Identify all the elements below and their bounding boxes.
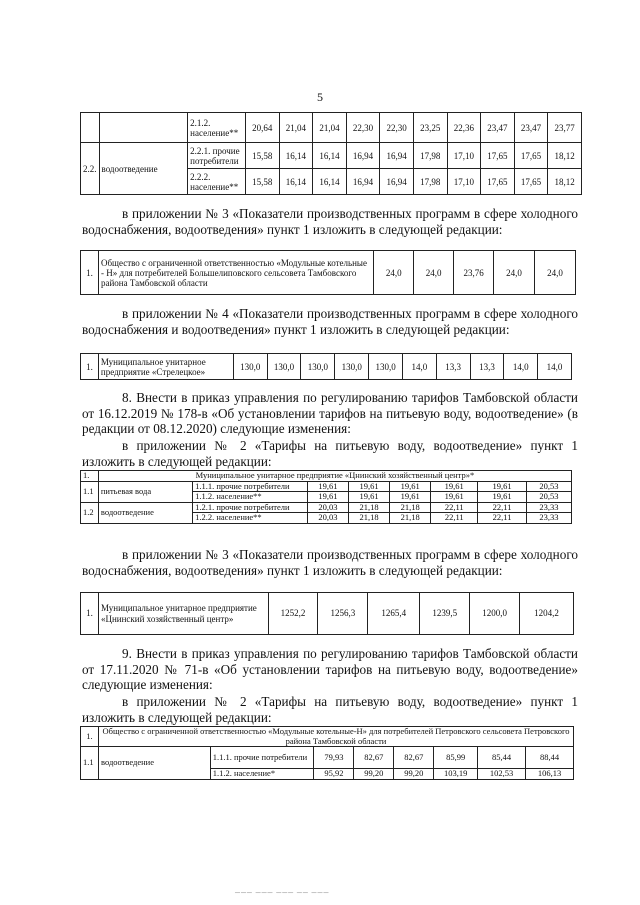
cell: 22,11 <box>478 502 527 513</box>
cell: 130,0 <box>335 354 369 380</box>
cell: 19,61 <box>390 492 431 503</box>
cell: 16,14 <box>313 143 347 169</box>
cell: 21,18 <box>390 502 431 513</box>
table-row <box>81 251 576 295</box>
cell: 1252,2 <box>268 593 318 635</box>
cell: 23,47 <box>514 113 548 143</box>
cell: 16,94 <box>380 169 414 195</box>
footer-smudge: ─── ─── ─── ── ─── <box>235 889 330 897</box>
cell: 19,61 <box>478 481 527 492</box>
cell: 16,94 <box>346 143 380 169</box>
row-number: 1.2 <box>81 502 99 523</box>
cell: 16,14 <box>279 169 313 195</box>
cell: 23,25 <box>413 113 447 143</box>
cell: 88,44 <box>526 747 574 769</box>
cell: 85,99 <box>434 747 478 769</box>
cell: 102,53 <box>478 769 526 780</box>
cell: 16,14 <box>279 143 313 169</box>
cell: 16,94 <box>346 169 380 195</box>
cell: 1265,4 <box>368 593 420 635</box>
cell: 99,20 <box>354 769 394 780</box>
cell: 17,10 <box>447 169 481 195</box>
cell: 17,98 <box>413 143 447 169</box>
cell: 19,61 <box>390 481 431 492</box>
paragraph: в приложении № 4 «Показатели производственных программ в сфере холодного водоснабжения и водоотведения» пункт 1 изложить в следующей редакции: <box>82 306 578 337</box>
row-number: 1. <box>81 593 99 635</box>
cell: 22,30 <box>346 113 380 143</box>
row-label: 1.2.1. прочие потребители <box>193 502 308 513</box>
row-number: 1. <box>81 251 99 295</box>
cell: 16,94 <box>380 143 414 169</box>
cell: 20,03 <box>307 502 348 513</box>
row-label: 1.2.2. население** <box>193 513 308 524</box>
cell: 19,61 <box>431 481 478 492</box>
table-row <box>81 113 582 143</box>
cell: 17,65 <box>514 169 548 195</box>
table-row <box>81 143 582 169</box>
row-name: водоотведение <box>99 143 188 195</box>
cell: 24,0 <box>535 251 576 295</box>
cell: 21,18 <box>349 502 390 513</box>
paragraph: 9. Внести в приказ управления по регулированию тарифов Тамбовской области от 17.11.2020 № 71-в «Об установлении тарифов на питьевую воду, водоотведение» следующие изменения: <box>82 646 578 692</box>
cell: 19,61 <box>431 492 478 503</box>
cell: 99,20 <box>394 769 434 780</box>
row-label: 2.2.1. прочие потребители <box>188 143 246 169</box>
cell: 85,44 <box>478 747 526 769</box>
cell: 14,0 <box>538 354 572 380</box>
row-label: 1.1.1. прочие потребители <box>193 481 308 492</box>
cell: 15,58 <box>245 143 279 169</box>
paragraph: в приложении № 3 «Показатели производственных программ в сфере холодного водоснабжения, водоотведения» пункт 1 изложить в следующей редакции: <box>82 547 578 578</box>
row-number: 1. <box>81 354 99 380</box>
row-label: 1.1.1. прочие потребители <box>210 747 314 769</box>
cell: 17,65 <box>481 169 515 195</box>
row-name: водоотведение <box>98 747 210 780</box>
cell: 20,64 <box>245 113 279 143</box>
cell: 13,3 <box>436 354 470 380</box>
row-number: 2.2. <box>81 143 100 195</box>
page-number: 5 <box>317 90 323 104</box>
cell: 19,61 <box>349 492 390 503</box>
cell: 24,0 <box>374 251 414 295</box>
cell: 20,53 <box>526 481 571 492</box>
cell: 1200,0 <box>470 593 520 635</box>
cell: 22,11 <box>431 513 478 524</box>
row-label: 2.2.2. население** <box>188 169 246 195</box>
cell: 23,33 <box>526 502 571 513</box>
tariff-table-modular <box>80 726 574 780</box>
table-row <box>81 727 574 747</box>
cell: 15,58 <box>245 169 279 195</box>
table-row <box>81 747 574 769</box>
cell: 21,04 <box>279 113 313 143</box>
cell: 23,47 <box>481 113 515 143</box>
cell: 21,18 <box>349 513 390 524</box>
table-row <box>81 481 572 492</box>
tariff-table-continuation <box>80 112 582 195</box>
tariff-table-cninsky <box>80 470 572 524</box>
cell: 13,3 <box>470 354 504 380</box>
cell: 22,11 <box>478 513 527 524</box>
cell: 103,19 <box>434 769 478 780</box>
cell: 130,0 <box>267 354 301 380</box>
cell: 19,61 <box>349 481 390 492</box>
paragraph: в приложении № 2 «Тарифы на питьевую воду, водоотведение» пункт 1 изложить в следующей редакции: <box>82 694 578 725</box>
cell: 23,77 <box>548 113 582 143</box>
table-heading: Муниципальное унитарное предприятие «Цнинский хозяйственный центр»* <box>98 471 571 482</box>
row-name: Муниципальное унитарное предприятие «Стрелецкое» <box>98 354 233 380</box>
cell: 18,12 <box>548 143 582 169</box>
cell: 14,0 <box>504 354 538 380</box>
cell: 22,30 <box>380 113 414 143</box>
table-row <box>81 354 572 380</box>
paragraph: в приложении № 2 «Тарифы на питьевую воду, водоотведение» пункт 1 изложить в следующей редакции: <box>82 438 578 469</box>
paragraph: 8. Внести в приказ управления по регулированию тарифов Тамбовской области от 16.12.2019 № 178-в «Об установлении тарифов на питьевую воду, водоотведение» (в редакции от 08.12.2020) следующие изменения: <box>82 390 578 436</box>
table-heading: Общество с ограниченной ответственностью «Модульные котельные-Н» для потребителей Петровского сельсовета Петровского района Тамбовской области <box>98 727 573 747</box>
row-label: 1.1.2. население* <box>210 769 314 780</box>
cell: 21,04 <box>313 113 347 143</box>
cell: 19,61 <box>307 492 348 503</box>
cell: 95,92 <box>314 769 354 780</box>
cell: 130,0 <box>301 354 335 380</box>
cell: 24,0 <box>414 251 454 295</box>
cell: 17,65 <box>481 143 515 169</box>
cell: 17,10 <box>447 143 481 169</box>
cell: 16,14 <box>313 169 347 195</box>
indicators-table-1 <box>80 250 576 295</box>
cell: 130,0 <box>369 354 403 380</box>
table-row <box>81 471 572 482</box>
cell: 82,67 <box>394 747 434 769</box>
cell: 23,76 <box>454 251 494 295</box>
cell: 23,33 <box>526 513 571 524</box>
table-row <box>81 502 572 513</box>
cell: 19,61 <box>307 481 348 492</box>
row-name: водоотведение <box>98 502 192 523</box>
row-number: 1. <box>81 727 99 747</box>
cell: 130,0 <box>233 354 267 380</box>
cell: 1204,2 <box>520 593 574 635</box>
row-number: 1.1 <box>81 747 99 780</box>
cell: 106,13 <box>526 769 574 780</box>
cell: 1239,5 <box>420 593 470 635</box>
cell: 14,0 <box>402 354 436 380</box>
cell: 19,61 <box>478 492 527 503</box>
indicators-table-3 <box>80 592 574 635</box>
cell: 22,36 <box>447 113 481 143</box>
row-name: питьевая вода <box>98 481 192 502</box>
cell: 1256,3 <box>318 593 368 635</box>
paragraph: в приложении № 3 «Показатели производственных программ в сфере холодного водоснабжения, водоотведения» пункт 1 изложить в следующей редакции: <box>82 206 578 237</box>
cell: 21,18 <box>390 513 431 524</box>
cell: 18,12 <box>548 169 582 195</box>
row-number: 1. <box>81 471 99 482</box>
row-name: Общество с ограниченной ответственностью «Модульные котельные - Н» для потребителей Большелиповского сельсовета Тамбовского района Тамбовской области <box>98 251 373 295</box>
indicators-table-2 <box>80 353 572 380</box>
cell: 20,03 <box>307 513 348 524</box>
cell: 17,65 <box>514 143 548 169</box>
cell: 82,67 <box>354 747 394 769</box>
cell: 17,98 <box>413 169 447 195</box>
cell: 24,0 <box>494 251 535 295</box>
cell: 79,93 <box>314 747 354 769</box>
cell: 22,11 <box>431 502 478 513</box>
row-name: Муниципальное унитарное предприятие «Цнинский хозяйственный центр» <box>98 593 268 635</box>
cell: 20,53 <box>526 492 571 503</box>
row-label: 1.1.2. население** <box>193 492 308 503</box>
table-row <box>81 593 574 635</box>
row-number: 1.1 <box>81 481 99 502</box>
row-label: 2.1.2. население** <box>188 113 246 143</box>
